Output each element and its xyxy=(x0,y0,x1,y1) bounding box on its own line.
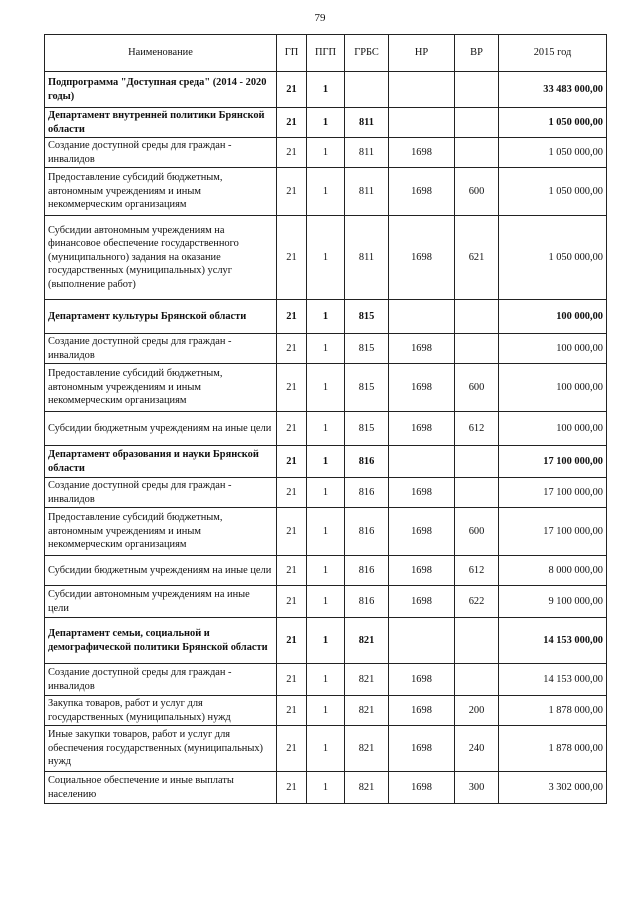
cell-name: Субсидии автономным учреждениям на иные цели xyxy=(45,586,277,618)
cell-vr: 600 xyxy=(455,508,499,556)
cell-nr: 1698 xyxy=(389,216,455,300)
cell-amount: 100 000,00 xyxy=(499,300,607,334)
cell-amount: 33 483 000,00 xyxy=(499,72,607,108)
cell-gp: 21 xyxy=(277,664,307,696)
cell-pgp: 1 xyxy=(307,412,345,446)
cell-amount: 1 050 000,00 xyxy=(499,138,607,168)
cell-gp: 21 xyxy=(277,300,307,334)
cell-nr: 1698 xyxy=(389,726,455,772)
cell-gp: 21 xyxy=(277,618,307,664)
table-row xyxy=(45,216,607,300)
cell-nr xyxy=(389,108,455,138)
header-pgp: ПГП xyxy=(307,35,345,72)
cell-name: Иные закупки товаров, работ и услуг для обеспечения государственных (муниципальных) нужд xyxy=(45,726,277,772)
cell-name: Департамент образования и науки Брянской области xyxy=(45,446,277,478)
cell-vr: 622 xyxy=(455,586,499,618)
table-section-row xyxy=(45,108,607,138)
cell-vr: 612 xyxy=(455,412,499,446)
cell-vr xyxy=(455,664,499,696)
cell-pgp: 1 xyxy=(307,138,345,168)
cell-amount: 100 000,00 xyxy=(499,364,607,412)
table-row xyxy=(45,556,607,586)
table-row xyxy=(45,168,607,216)
table-body xyxy=(45,72,607,804)
cell-name: Департамент внутренней политики Брянской области xyxy=(45,108,277,138)
cell-vr xyxy=(455,334,499,364)
cell-name: Подпрограмма "Доступная среда" (2014 - 2020 годы) xyxy=(45,72,277,108)
cell-nr xyxy=(389,300,455,334)
cell-grbs: 811 xyxy=(345,168,389,216)
table-row xyxy=(45,586,607,618)
cell-gp: 21 xyxy=(277,446,307,478)
cell-vr xyxy=(455,108,499,138)
header-nr: НР xyxy=(389,35,455,72)
cell-pgp: 1 xyxy=(307,72,345,108)
cell-nr: 1698 xyxy=(389,168,455,216)
cell-amount: 14 153 000,00 xyxy=(499,664,607,696)
cell-gp: 21 xyxy=(277,726,307,772)
cell-vr xyxy=(455,72,499,108)
table-section-row xyxy=(45,72,607,108)
cell-nr xyxy=(389,618,455,664)
cell-pgp: 1 xyxy=(307,726,345,772)
cell-name: Создание доступной среды для граждан - инвалидов xyxy=(45,478,277,508)
cell-gp: 21 xyxy=(277,586,307,618)
cell-nr: 1698 xyxy=(389,508,455,556)
cell-grbs: 821 xyxy=(345,664,389,696)
cell-amount: 1 878 000,00 xyxy=(499,696,607,726)
cell-amount: 8 000 000,00 xyxy=(499,556,607,586)
cell-nr: 1698 xyxy=(389,664,455,696)
cell-pgp: 1 xyxy=(307,508,345,556)
cell-gp: 21 xyxy=(277,364,307,412)
cell-grbs: 821 xyxy=(345,696,389,726)
cell-pgp: 1 xyxy=(307,334,345,364)
cell-amount: 14 153 000,00 xyxy=(499,618,607,664)
table-row xyxy=(45,334,607,364)
cell-grbs: 815 xyxy=(345,334,389,364)
cell-pgp: 1 xyxy=(307,696,345,726)
cell-name: Субсидии автономным учреждениям на финансовое обеспечение государственного (муниципального) задания на оказание государственных (муниципальных) услуг (выполнение работ) xyxy=(45,216,277,300)
budget-table xyxy=(44,34,607,804)
table-row xyxy=(45,696,607,726)
table-row xyxy=(45,412,607,446)
cell-amount: 1 050 000,00 xyxy=(499,216,607,300)
table-section-row xyxy=(45,618,607,664)
cell-pgp: 1 xyxy=(307,216,345,300)
cell-pgp: 1 xyxy=(307,300,345,334)
cell-name: Социальное обеспечение и иные выплаты населению xyxy=(45,772,277,804)
cell-name: Субсидии бюджетным учреждениям на иные цели xyxy=(45,556,277,586)
cell-nr: 1698 xyxy=(389,138,455,168)
cell-gp: 21 xyxy=(277,696,307,726)
cell-nr xyxy=(389,72,455,108)
cell-pgp: 1 xyxy=(307,772,345,804)
page-number: 79 xyxy=(314,12,326,24)
cell-nr: 1698 xyxy=(389,772,455,804)
cell-vr xyxy=(455,446,499,478)
cell-vr xyxy=(455,618,499,664)
table-row xyxy=(45,508,607,556)
cell-grbs: 821 xyxy=(345,618,389,664)
cell-grbs: 811 xyxy=(345,138,389,168)
cell-grbs: 811 xyxy=(345,216,389,300)
cell-pgp: 1 xyxy=(307,108,345,138)
cell-gp: 21 xyxy=(277,138,307,168)
cell-grbs: 816 xyxy=(345,478,389,508)
header-gp: ГП xyxy=(277,35,307,72)
table-header-row xyxy=(45,35,607,72)
cell-name: Предоставление субсидий бюджетным, автономным учреждениям и иным некоммерческим организациям xyxy=(45,508,277,556)
cell-nr xyxy=(389,446,455,478)
cell-amount: 1 878 000,00 xyxy=(499,726,607,772)
table-section-row xyxy=(45,300,607,334)
cell-nr: 1698 xyxy=(389,586,455,618)
header-name: Наименование xyxy=(45,35,277,72)
cell-grbs: 816 xyxy=(345,508,389,556)
cell-pgp: 1 xyxy=(307,446,345,478)
cell-amount: 100 000,00 xyxy=(499,412,607,446)
cell-vr: 621 xyxy=(455,216,499,300)
cell-vr: 200 xyxy=(455,696,499,726)
cell-amount: 17 100 000,00 xyxy=(499,478,607,508)
cell-gp: 21 xyxy=(277,508,307,556)
header-year: 2015 год xyxy=(499,35,607,72)
cell-vr: 240 xyxy=(455,726,499,772)
cell-amount: 17 100 000,00 xyxy=(499,508,607,556)
cell-vr: 600 xyxy=(455,364,499,412)
cell-nr: 1698 xyxy=(389,364,455,412)
cell-gp: 21 xyxy=(277,334,307,364)
cell-pgp: 1 xyxy=(307,364,345,412)
cell-grbs: 816 xyxy=(345,586,389,618)
table-row xyxy=(45,138,607,168)
cell-gp: 21 xyxy=(277,168,307,216)
cell-grbs: 811 xyxy=(345,108,389,138)
table-section-row xyxy=(45,446,607,478)
cell-pgp: 1 xyxy=(307,168,345,216)
cell-nr: 1698 xyxy=(389,334,455,364)
cell-vr xyxy=(455,478,499,508)
cell-name: Предоставление субсидий бюджетным, автономным учреждениям и иным некоммерческим организациям xyxy=(45,168,277,216)
table-row xyxy=(45,664,607,696)
cell-grbs: 815 xyxy=(345,300,389,334)
cell-vr: 612 xyxy=(455,556,499,586)
header-grbs: ГРБС xyxy=(345,35,389,72)
cell-name: Предоставление субсидий бюджетным, автономным учреждениям и иным некоммерческим организациям xyxy=(45,364,277,412)
cell-name: Департамент семьи, социальной и демографической политики Брянской области xyxy=(45,618,277,664)
cell-grbs: 815 xyxy=(345,412,389,446)
cell-vr xyxy=(455,300,499,334)
cell-name: Закупка товаров, работ и услуг для государственных (муниципальных) нужд xyxy=(45,696,277,726)
cell-pgp: 1 xyxy=(307,586,345,618)
cell-grbs: 816 xyxy=(345,446,389,478)
cell-vr: 300 xyxy=(455,772,499,804)
cell-gp: 21 xyxy=(277,216,307,300)
cell-grbs: 816 xyxy=(345,556,389,586)
cell-grbs xyxy=(345,72,389,108)
cell-amount: 3 302 000,00 xyxy=(499,772,607,804)
cell-name: Субсидии бюджетным учреждениям на иные цели xyxy=(45,412,277,446)
table-row xyxy=(45,772,607,804)
cell-amount: 17 100 000,00 xyxy=(499,446,607,478)
header-vr: ВР xyxy=(455,35,499,72)
cell-nr: 1698 xyxy=(389,696,455,726)
cell-gp: 21 xyxy=(277,72,307,108)
cell-gp: 21 xyxy=(277,478,307,508)
cell-gp: 21 xyxy=(277,108,307,138)
table-row xyxy=(45,478,607,508)
cell-gp: 21 xyxy=(277,412,307,446)
cell-name: Создание доступной среды для граждан - инвалидов xyxy=(45,138,277,168)
cell-name: Департамент культуры Брянской области xyxy=(45,300,277,334)
cell-nr: 1698 xyxy=(389,412,455,446)
cell-amount: 1 050 000,00 xyxy=(499,168,607,216)
cell-name: Создание доступной среды для граждан - инвалидов xyxy=(45,664,277,696)
cell-pgp: 1 xyxy=(307,478,345,508)
cell-pgp: 1 xyxy=(307,618,345,664)
cell-name: Создание доступной среды для граждан - инвалидов xyxy=(45,334,277,364)
cell-grbs: 821 xyxy=(345,772,389,804)
cell-grbs: 821 xyxy=(345,726,389,772)
cell-nr: 1698 xyxy=(389,478,455,508)
cell-amount: 1 050 000,00 xyxy=(499,108,607,138)
cell-vr xyxy=(455,138,499,168)
cell-grbs: 815 xyxy=(345,364,389,412)
table-row xyxy=(45,726,607,772)
cell-amount: 9 100 000,00 xyxy=(499,586,607,618)
cell-gp: 21 xyxy=(277,772,307,804)
cell-nr: 1698 xyxy=(389,556,455,586)
cell-pgp: 1 xyxy=(307,556,345,586)
cell-vr: 600 xyxy=(455,168,499,216)
cell-gp: 21 xyxy=(277,556,307,586)
cell-amount: 100 000,00 xyxy=(499,334,607,364)
table-row xyxy=(45,364,607,412)
cell-pgp: 1 xyxy=(307,664,345,696)
